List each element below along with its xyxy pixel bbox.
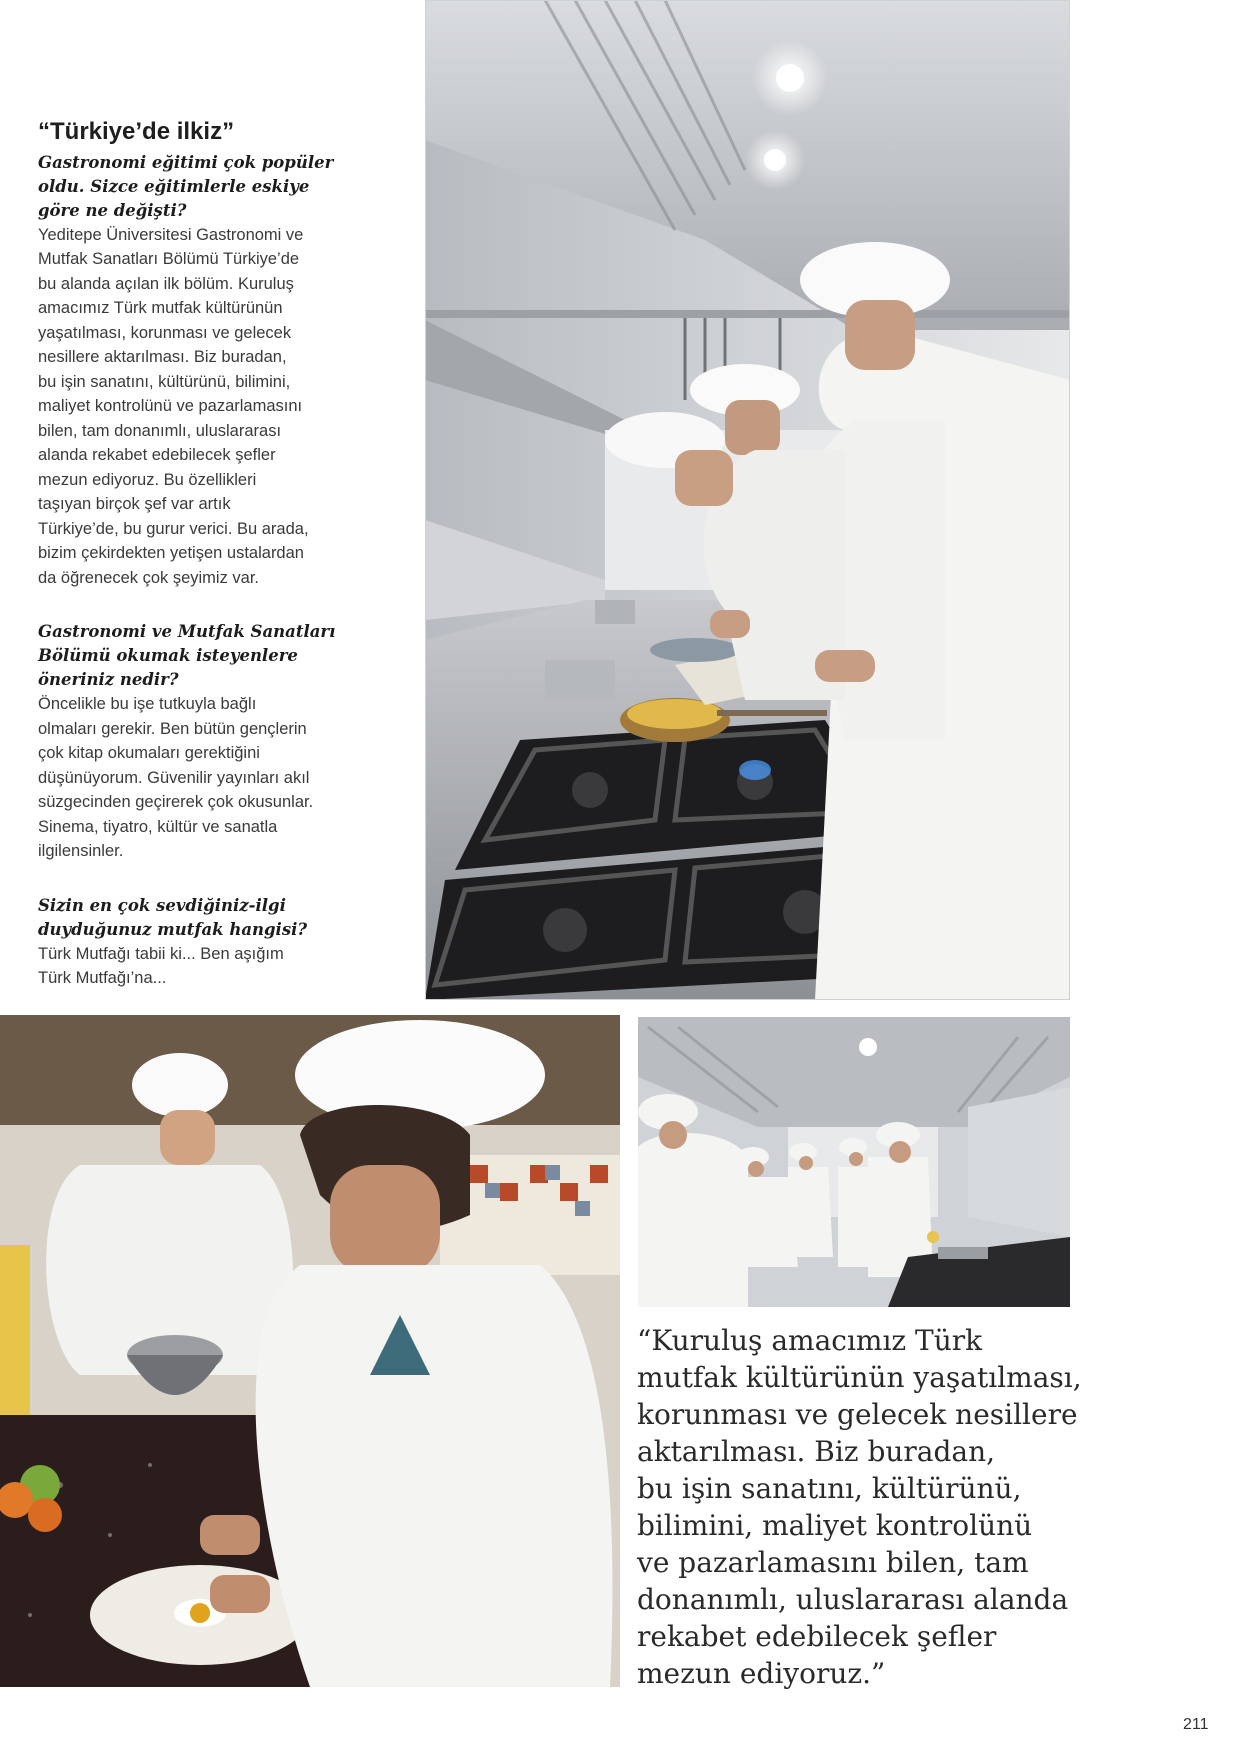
answer-line: düşünüyorum. Güvenilir yayınları akıl xyxy=(38,768,310,787)
answer-line: taşıyan birçok şef var artık xyxy=(38,495,231,514)
answer-line: Öncelikle bu işe tutkuyla bağlı xyxy=(38,695,257,714)
answer-line: maliyet kontrolünü ve pazarlamasını xyxy=(38,397,303,416)
pull-quote-line: bilimini, maliyet kontrolünü xyxy=(637,1509,1033,1542)
qa-block-2 xyxy=(38,620,358,864)
question-2 xyxy=(38,620,358,692)
pull-quote-line: donanımlı, uluslararası alanda xyxy=(637,1583,1069,1616)
answer-line: bu alanda açılan ilk bölüm. Kuruluş xyxy=(38,274,294,293)
qa-block-1 xyxy=(38,151,358,591)
kitchen-line-illustration xyxy=(638,1017,1070,1307)
question-3 xyxy=(38,894,358,942)
answer-line: bu işin sanatını, kültürünü, bilimini, xyxy=(38,372,291,391)
answer-line: Sinema, tiyatro, kültür ve sanatla xyxy=(38,817,278,836)
answer-line: ilgilensinler. xyxy=(38,842,124,861)
question-line: duyduğunuz mutfak hangisi? xyxy=(38,919,308,939)
photo-students-kneading-dough xyxy=(0,1015,620,1687)
page-number: 211 xyxy=(1183,1716,1209,1733)
pull-quote-line: “Kuruluş amacımız Türk xyxy=(637,1324,983,1357)
pull-quote-line: bu işin sanatını, kültürünü, xyxy=(637,1472,1022,1505)
question-line: göre ne değişti? xyxy=(38,200,187,220)
photo-kitchen-line xyxy=(638,1017,1070,1307)
kitchen-illustration xyxy=(425,0,1070,1000)
pull-quote-line: mutfak kültürünün yaşatılması, xyxy=(637,1361,1082,1394)
photo-chefs-at-stove xyxy=(425,0,1070,1000)
question-line: Bölümü okumak isteyenlere xyxy=(38,646,298,666)
answer-line: Türk Mutfağı tabii ki... Ben aşığım xyxy=(38,944,284,963)
answer-line: amacımız Türk mutfak kültürünün xyxy=(38,299,283,318)
answer-line: Mutfak Sanatları Bölümü Türkiye’de xyxy=(38,250,300,269)
question-1 xyxy=(38,151,358,223)
section-title: “Türkiye’de ilkiz” xyxy=(38,118,235,145)
answer-line: Yeditepe Üniversitesi Gastronomi ve xyxy=(38,225,304,244)
answer-line: yaşatılması, korunması ve gelecek xyxy=(38,323,292,342)
qa-block-3 xyxy=(38,894,358,991)
pastry-illustration xyxy=(0,1015,620,1687)
pull-quote xyxy=(637,1322,1082,1692)
pull-quote-line: ve pazarlamasını bilen, tam xyxy=(637,1546,1029,1579)
answer-line: nesillere aktarılması. Biz buradan, xyxy=(38,348,287,367)
question-line: öneriniz nedir? xyxy=(38,670,179,690)
answer-1 xyxy=(38,223,358,591)
answer-line: alanda rekabet edebilecek şefler xyxy=(38,446,276,465)
question-line: Gastronomi eğitimi çok popüler xyxy=(38,152,334,172)
answer-line: mezun ediyoruz. Bu özellikleri xyxy=(38,470,257,489)
pull-quote-line: mezun ediyoruz.” xyxy=(637,1657,886,1690)
pull-quote-line: aktarılması. Biz buradan, xyxy=(637,1435,996,1468)
answer-line: olmaları gerekir. Ben bütün gençlerin xyxy=(38,719,307,738)
answer-line: çok kitap okumaları gerektiğini xyxy=(38,744,260,763)
answer-line: Türk Mutfağı’na... xyxy=(38,969,167,988)
question-line: Gastronomi ve Mutfak Sanatları xyxy=(38,622,336,642)
answer-line: da öğrenecek çok şeyimiz var. xyxy=(38,568,260,587)
answer-line: bilen, tam donanımlı, uluslararası xyxy=(38,421,282,440)
pull-quote-line: rekabet edebilecek şefler xyxy=(637,1620,997,1653)
pull-quote-line: korunması ve gelecek nesillere xyxy=(637,1398,1078,1431)
answer-line: bizim çekirdekten yetişen ustalardan xyxy=(38,544,304,563)
question-line: Sizin en çok sevdiğiniz-ilgi xyxy=(38,895,286,915)
article-text-column xyxy=(38,118,358,1021)
question-line: oldu. Sizce eğitimlerle eskiye xyxy=(38,176,310,196)
answer-line: süzgecinden geçirerek çok okusunlar. xyxy=(38,793,314,812)
answer-3 xyxy=(38,942,358,991)
answer-line: Türkiye’de, bu gurur verici. Bu arada, xyxy=(38,519,309,538)
answer-2 xyxy=(38,692,358,864)
